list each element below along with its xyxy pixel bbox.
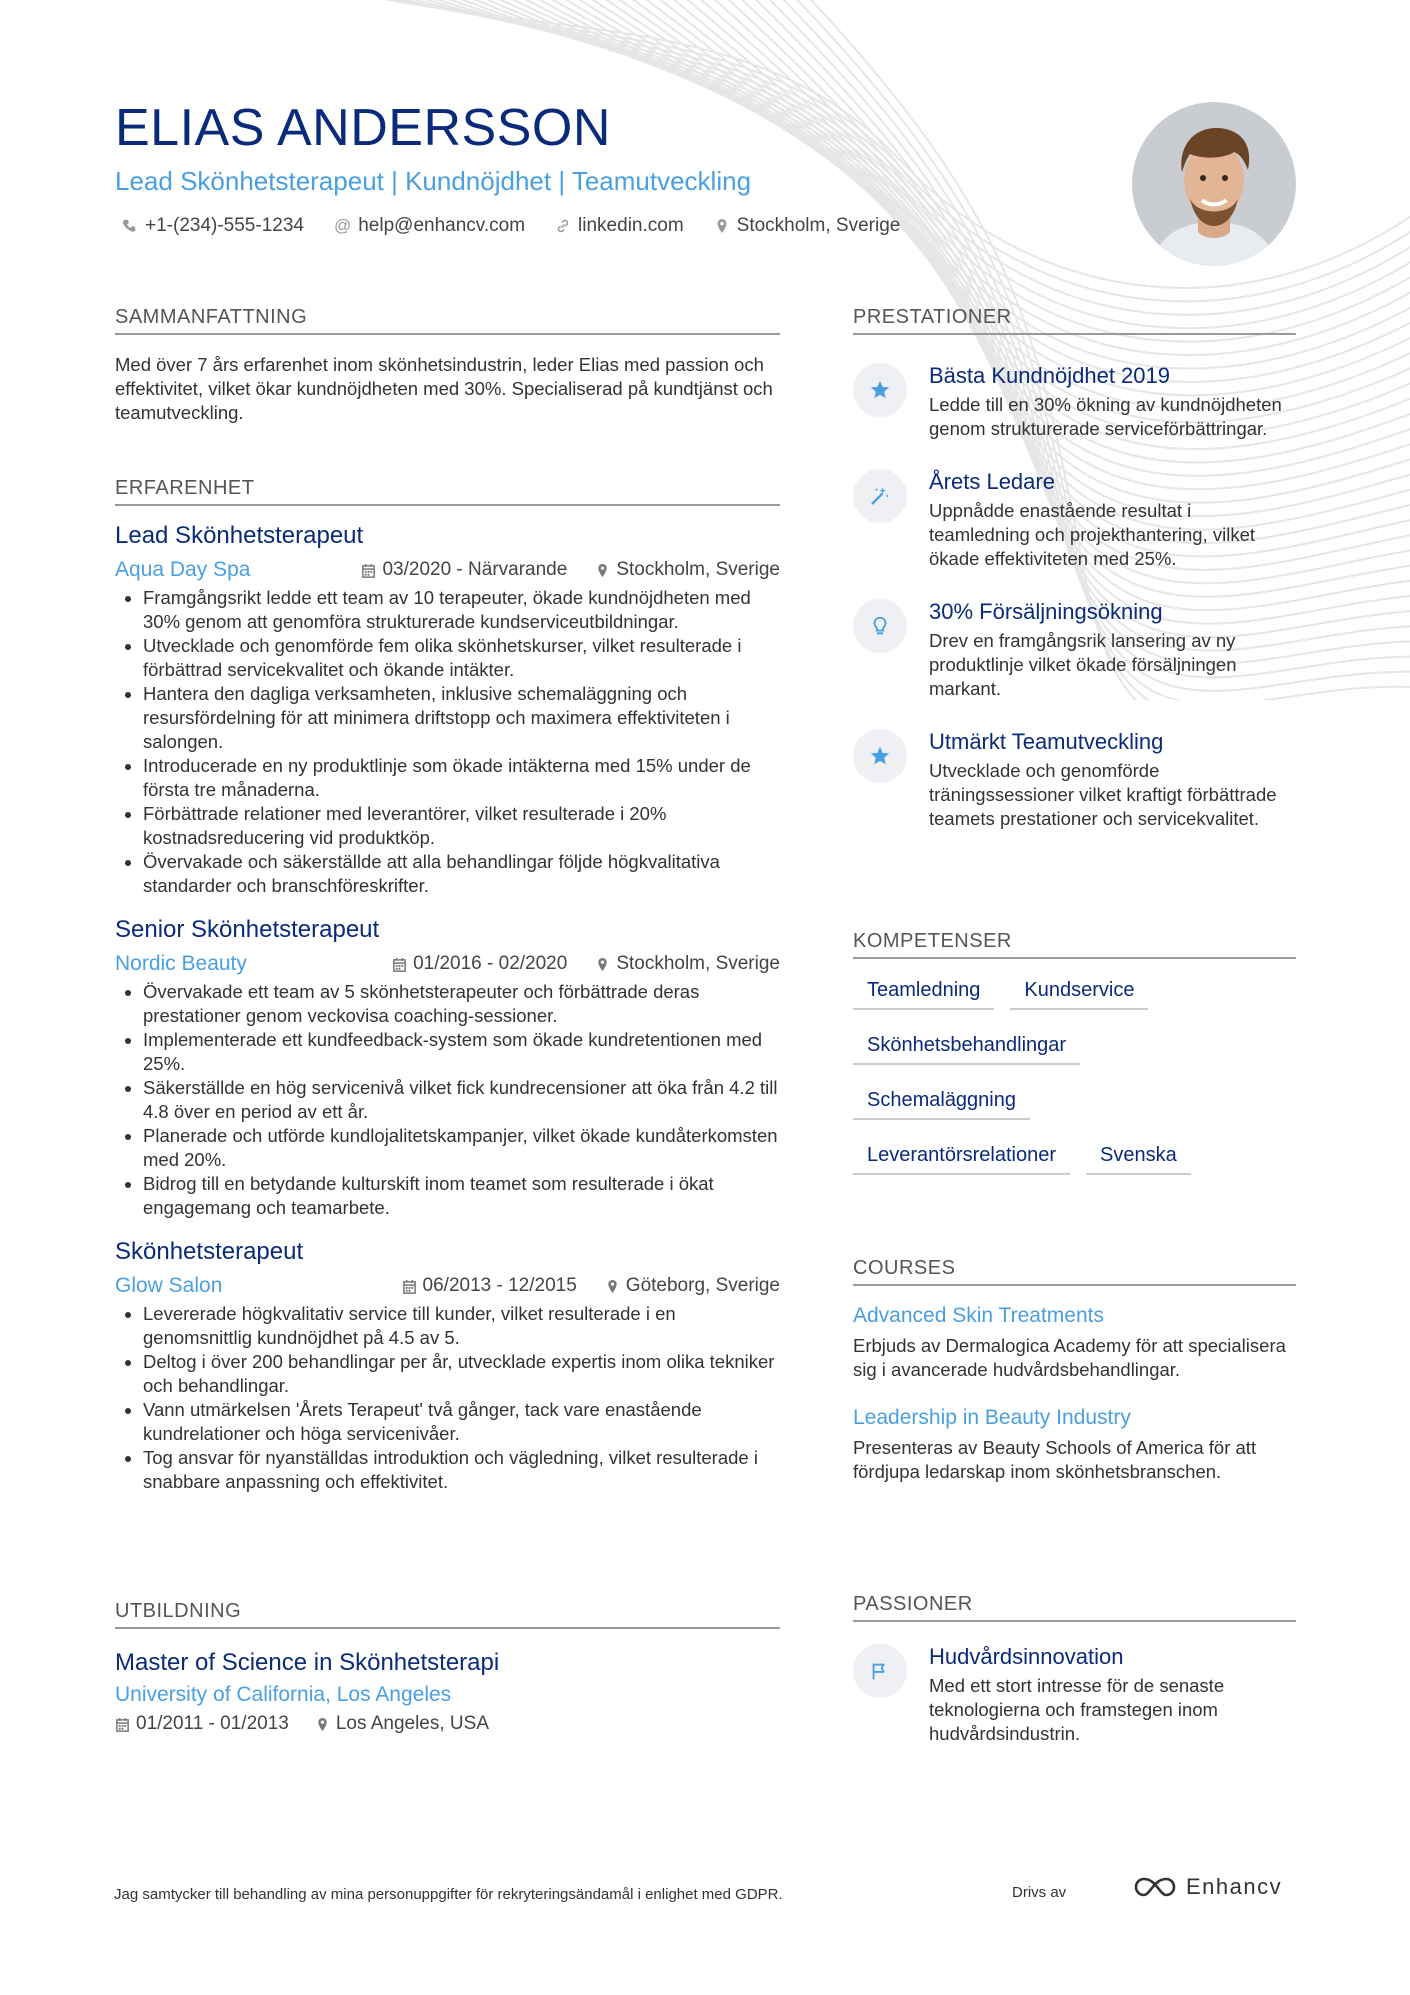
- job-bullet: • Introducerade en ny produktlinje som ökade intäkterna med 15% under de första tre månaderna.: [143, 754, 780, 802]
- avatar: [1132, 102, 1296, 266]
- section-heading-experience: ERFARENHET: [115, 477, 780, 506]
- course-item: [853, 1304, 1296, 1382]
- education-location: [315, 1713, 489, 1735]
- phone-text: +1-(234)-555-1234: [145, 215, 304, 236]
- school-name: University of California, Los Angeles: [115, 1683, 452, 1706]
- education-location-text: Los Angeles, USA: [335, 1713, 489, 1734]
- candidate-title: Lead Skönhetsterapeut | Kundnöjdhet | Teamutveckling: [115, 166, 752, 196]
- location-text: Stockholm, Sverige: [736, 215, 901, 236]
- location-pin-icon: [595, 957, 610, 972]
- achievement-item: [853, 469, 1296, 571]
- achievement-title: Bästa Kundnöjdhet 2019: [929, 363, 1170, 388]
- skill-tag: Teamledning: [853, 979, 994, 1010]
- contact-bar: [122, 215, 900, 237]
- job-bullet: • Implementerade ett kundfeedback-system som ökade kundretentionen med 25%.: [143, 1028, 780, 1076]
- wand-icon: [853, 469, 907, 523]
- company-name: Nordic Beauty: [115, 952, 247, 975]
- star-icon: [853, 729, 907, 783]
- star-icon: [853, 363, 907, 417]
- section-heading-passions: PASSIONER: [853, 1593, 1296, 1622]
- section-heading-summary: SAMMANFATTNING: [115, 306, 780, 335]
- achievement-text: Drev en framgångsrik lansering av ny produktlinje vilket ökade försäljningen markant.: [929, 630, 1237, 699]
- job-dates: [361, 559, 567, 581]
- job-bullet: • Levererade högkvalitativ service till kunder, vilket resulterade i en genomsnittlig kundnöjdhet på 4.5 av 5.: [143, 1302, 780, 1350]
- course-text: Presenteras av Beauty Schools of America för att fördjupa ledarskap inom skönhetsbranschen.: [853, 1437, 1257, 1482]
- job-dates: [392, 953, 567, 975]
- achievement-text: Ledde till en 30% ökning av kundnöjdheten genom strukturerade serviceförbättringar.: [929, 394, 1282, 439]
- job-location-text: Stockholm, Sverige: [616, 953, 780, 974]
- job-bullet: • Övervakade och säkerställde att alla behandlingar följde högkvalitativa standarder och branschföreskrifter.: [143, 850, 780, 898]
- calendar-icon: [115, 1717, 130, 1732]
- job-bullet: • Förbättrade relationer med leverantörer, vilket resulterade i 20% kostnadsreducering vid produktköp.: [143, 802, 780, 850]
- section-heading-achievements: PRESTATIONER: [853, 306, 1296, 335]
- achievement-title: Utmärkt Teamutveckling: [929, 729, 1164, 754]
- section-heading-courses: COURSES: [853, 1257, 1296, 1286]
- job-bullet: • Vann utmärkelsen 'Årets Terapeut' två gånger, tack vare enastående kundrelationer och höga servicenivåer.: [143, 1398, 780, 1446]
- avatar-illustration: [1132, 102, 1296, 266]
- course-item: [853, 1406, 1296, 1484]
- job-bullet: • Utvecklade och genomförde fem olika skönhetskurser, vilket resulterade i förbättrad servicekvalitet och ökande intäkter.: [143, 634, 780, 682]
- achievement-title: 30% Försäljningsökning: [929, 599, 1163, 624]
- job-location-text: Göteborg, Sverige: [625, 1275, 780, 1296]
- job-bullets: [115, 980, 780, 1220]
- calendar-icon: [402, 1279, 417, 1294]
- education-dates-text: 01/2011 - 01/2013: [136, 1713, 289, 1734]
- course-text: Erbjuds av Dermalogica Academy för att specialisera sig i avancerade hudvårdsbehandlingar.: [853, 1335, 1286, 1380]
- job-bullets: [115, 586, 780, 898]
- achievement-text: Uppnådde enastående resultat i teamledning och projekthantering, vilket ökade effektiviteten med 25%.: [929, 500, 1255, 569]
- job-dates-text: 06/2013 - 12/2015: [422, 1275, 577, 1296]
- location-pin-icon: [605, 1279, 620, 1294]
- job-bullet: • Deltog i över 200 behandlingar per år, utvecklade expertis inom olika tekniker och behandlingar.: [143, 1350, 780, 1398]
- achievement-text: Utvecklade och genomförde träningssessioner vilket kraftigt förbättrade teamets prestationer och servicekvalitet.: [929, 760, 1277, 829]
- section-heading-skills: KOMPETENSER: [853, 930, 1296, 959]
- linkedin-text: linkedin.com: [578, 215, 684, 236]
- job-entry: [115, 916, 780, 1220]
- achievement-item: [853, 599, 1296, 701]
- job-bullet: • Bidrog till en betydande kulturskift inom teamet som resulterade i ökat engagemang och teamarbete.: [143, 1172, 780, 1220]
- job-entry: [115, 522, 780, 898]
- skill-tag: Svenska: [1086, 1144, 1191, 1175]
- skill-tag: Leverantörsrelationer: [853, 1144, 1070, 1175]
- skills-list: [853, 979, 1296, 1199]
- contact-linkedin[interactable]: [555, 215, 684, 237]
- job-location: [605, 1275, 780, 1297]
- enhancv-logo-text: Enhancv: [1186, 1874, 1283, 1899]
- job-bullet: • Tog ansvar för nyanställdas introduktion och vägledning, vilket resulterade i snabbare anpassning och effektivitet.: [143, 1446, 780, 1494]
- link-icon: [555, 218, 571, 234]
- calendar-icon: [392, 957, 407, 972]
- skill-tag: Kundservice: [1010, 979, 1148, 1010]
- job-location-text: Stockholm, Sverige: [616, 559, 780, 580]
- section-heading-education: UTBILDNING: [115, 1600, 780, 1629]
- job-location: [595, 953, 780, 975]
- course-title: Advanced Skin Treatments: [853, 1304, 1104, 1327]
- job-bullet: • Framgångsrikt ledde ett team av 10 terapeuter, ökade kundnöjdheten med 30% genom att genomföra strukturerade kundserviceutbildningar.: [143, 586, 780, 634]
- phone-icon: [122, 218, 138, 234]
- job-title: Skönhetsterapeut: [115, 1238, 304, 1265]
- job-bullet: • Hantera den dagliga verksamheten, inklusive schemaläggning och resursfördelning för att minimera driftstopp och maximera effektiviteten i salongen.: [143, 682, 780, 754]
- candidate-name: ELIAS ANDERSSON: [115, 99, 611, 157]
- passion-text: Med ett stort intresse för de senaste teknologierna och framstegen inom hudvårdsindustrin.: [929, 1675, 1225, 1744]
- lightbulb-icon: [853, 599, 907, 653]
- company-name: Aqua Day Spa: [115, 558, 251, 581]
- passion-item: [853, 1644, 1296, 1746]
- contact-email[interactable]: [334, 215, 525, 237]
- location-pin-icon: [595, 563, 610, 578]
- contact-phone[interactable]: [122, 215, 304, 237]
- degree-title: Master of Science in Skönhetsterapi: [115, 1649, 500, 1676]
- job-bullet: • Övervakade ett team av 5 skönhetsterapeuter och förbättrade deras prestationer genom veckovisa coaching-sessioner.: [143, 980, 780, 1028]
- passion-title: Hudvårdsinnovation: [929, 1644, 1124, 1669]
- location-pin-icon: [315, 1717, 330, 1732]
- summary-text: Med över 7 års erfarenhet inom skönhetsindustrin, leder Elias med passion och effektivitet, vilket ökar kundnöjdheten med 30%. Specialiserad på kundtjänst och teamutveckling.: [115, 354, 773, 423]
- contact-location: [714, 215, 901, 237]
- job-dates-text: 03/2020 - Närvarande: [382, 559, 568, 580]
- enhancv-logo[interactable]: [1132, 1874, 1282, 1900]
- skill-tag: Skönhetsbehandlingar: [853, 1034, 1080, 1065]
- achievement-item: [853, 363, 1296, 441]
- location-pin-icon: [714, 218, 730, 234]
- at-icon: @: [333, 216, 352, 235]
- job-location: [595, 559, 780, 581]
- education-dates: [115, 1713, 289, 1735]
- job-bullet: • Planerade och utförde kundlojalitetskampanjer, vilket ökade kundåterkomsten med 20%.: [143, 1124, 780, 1172]
- job-bullet: • Säkerställde en hög servicenivå vilket fick kundrecensioner att öka från 4.2 till 4.8 över en period av ett år.: [143, 1076, 780, 1124]
- powered-by-label: Drivs av: [1012, 1884, 1067, 1901]
- job-bullets: [115, 1302, 780, 1494]
- skill-tag: Schemaläggning: [853, 1089, 1030, 1120]
- company-name: Glow Salon: [115, 1274, 223, 1297]
- gdpr-consent: Jag samtycker till behandling av mina personuppgifter för rekryteringsändamål i enlighet med GDPR.: [114, 1886, 783, 1903]
- infinity-logo-icon: [1132, 1874, 1178, 1900]
- course-title: Leadership in Beauty Industry: [853, 1406, 1131, 1429]
- calendar-icon: [361, 563, 376, 578]
- job-entry: [115, 1238, 780, 1494]
- job-title: Lead Skönhetsterapeut: [115, 522, 364, 549]
- flag-icon: [853, 1644, 907, 1698]
- job-title: Senior Skönhetsterapeut: [115, 916, 380, 943]
- achievement-title: Årets Ledare: [929, 469, 1055, 494]
- job-dates-text: 01/2016 - 02/2020: [413, 953, 568, 974]
- job-dates: [402, 1275, 577, 1297]
- email-text: help@enhancv.com: [358, 215, 526, 236]
- achievement-item: [853, 729, 1296, 831]
